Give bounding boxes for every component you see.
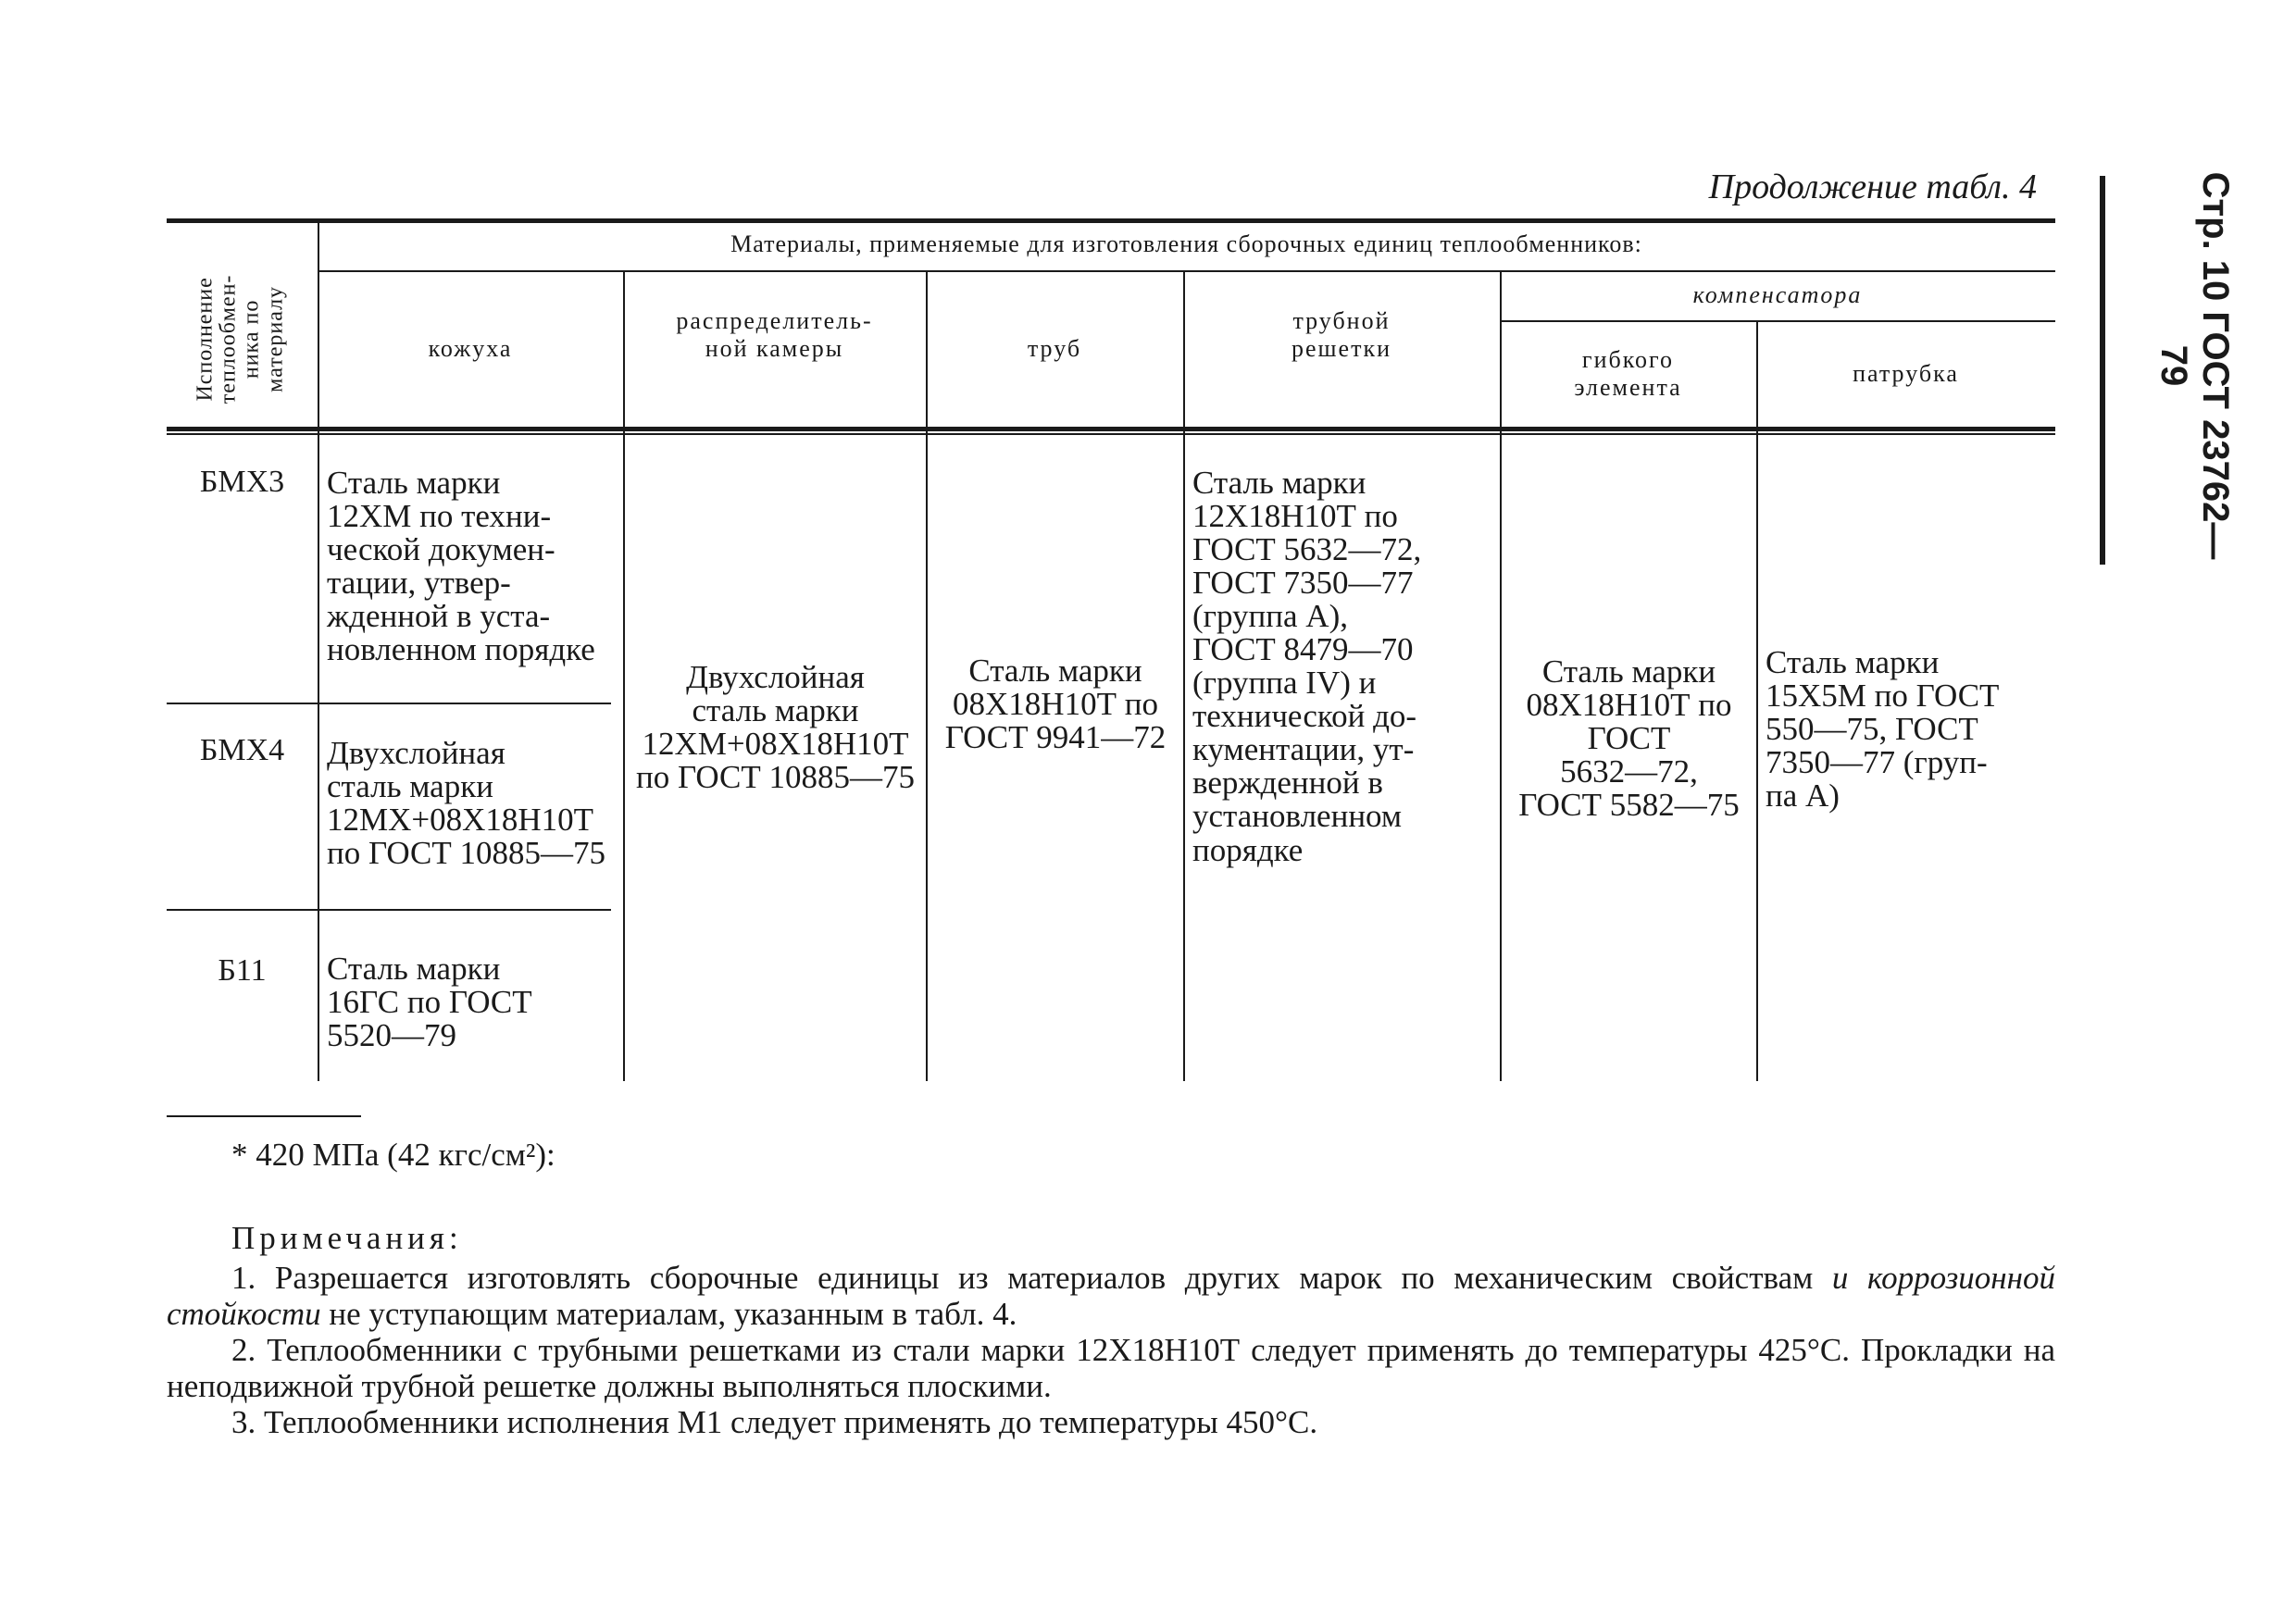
note-1-text-a: 1. Разрешается изготовлять сборочные единицы из материалов других марок по механическим свойствам [231,1260,1832,1296]
note-1 [167,1261,2055,1332]
notes-title: Примечания: [231,1220,463,1256]
tubesheet-cell: Сталь марки 12Х18Н10Т по ГОСТ 5632—72, ГОСТ 7350—77 (группа А), ГОСТ 8479—70 (группа IV) и технической до- кументации, ут- вержденной в установленном порядке [1192,465,1422,868]
note-1-text-c: не уступающим материалам, указанным в табл. 4. [320,1295,1017,1332]
group-header: Материалы, применяемые для изготовления сборочных единиц теплообменников: [730,230,1642,258]
shell-cell-b11: Сталь марки 16ГС по ГОСТ 5520—79 [327,951,532,1054]
exec-column-header: Исполнение теплообмен- ника по материалу [193,274,288,404]
tubesheet-column-header: трубной решетки [1291,307,1391,362]
note-3: 3. Теплообменники исполнения М1 следует применять до температуры 450°С. [231,1404,1318,1440]
flex-element-cell: Сталь марки 08Х18Н10Т по ГОСТ 5632—72, ГОСТ 5582—75 [1518,653,1740,824]
compensator-header: компенсатора [1692,281,1863,309]
row-label-b11: Б11 [218,953,267,988]
materials-table [167,218,2055,1088]
nozzle-header: патрубка [1853,359,1959,387]
tubes-column-header: труб [1027,335,1082,363]
note-1-text-b: и коррозионной стойкости [167,1260,2056,1332]
shell-column-header: кожуха [428,335,513,363]
nozzle-cell: Сталь марки 15Х5М по ГОСТ 550—75, ГОСТ 7350—77 (груп- па А) [1766,644,2000,815]
footnote: * 420 МПа (42 кгс/см²): [231,1137,555,1173]
row-divider-1 [167,703,611,704]
distrib-column-header: распределитель- ной камеры [676,307,873,362]
shell-cell-bmx3: Сталь марки 12ХМ по техни- ческой докумен- тации, утвер- жденной в уста- новленном порядке [327,465,595,668]
row-label-bmx3: БМХ3 [199,465,285,499]
header-bottom-rule-2 [167,433,2055,435]
note-2: 2. Теплообменники с трубными решетками из стали марки 12Х18Н10Т следует применять до температуры 425°С. Прокладки на неподвижной трубной решетке должны выполняться плоскими. [167,1332,2055,1404]
row-label-bmx4: БМХ4 [199,733,285,767]
distrib-cell: Двухслойная сталь марки 12ХМ+08Х18Н10Т по ГОСТ 10885—75 [635,658,916,796]
flex-element-header: гибкого элемента [1574,345,1682,401]
tubes-cell: Сталь марки 08Х18Н10Т по ГОСТ 9941—72 [944,652,1167,756]
shell-cell-bmx4: Двухслойная сталь марки 12МХ+08Х18Н10Т по ГОСТ 10885—75 [327,735,606,872]
page-side-label: Стр. 10 ГОСТ 23762—79 [2153,171,2236,560]
row-divider-2 [167,909,611,911]
side-rule [2100,176,2105,565]
continuation-label: Продолжение табл. 4 [1708,168,2037,206]
footnote-rule [167,1115,361,1117]
